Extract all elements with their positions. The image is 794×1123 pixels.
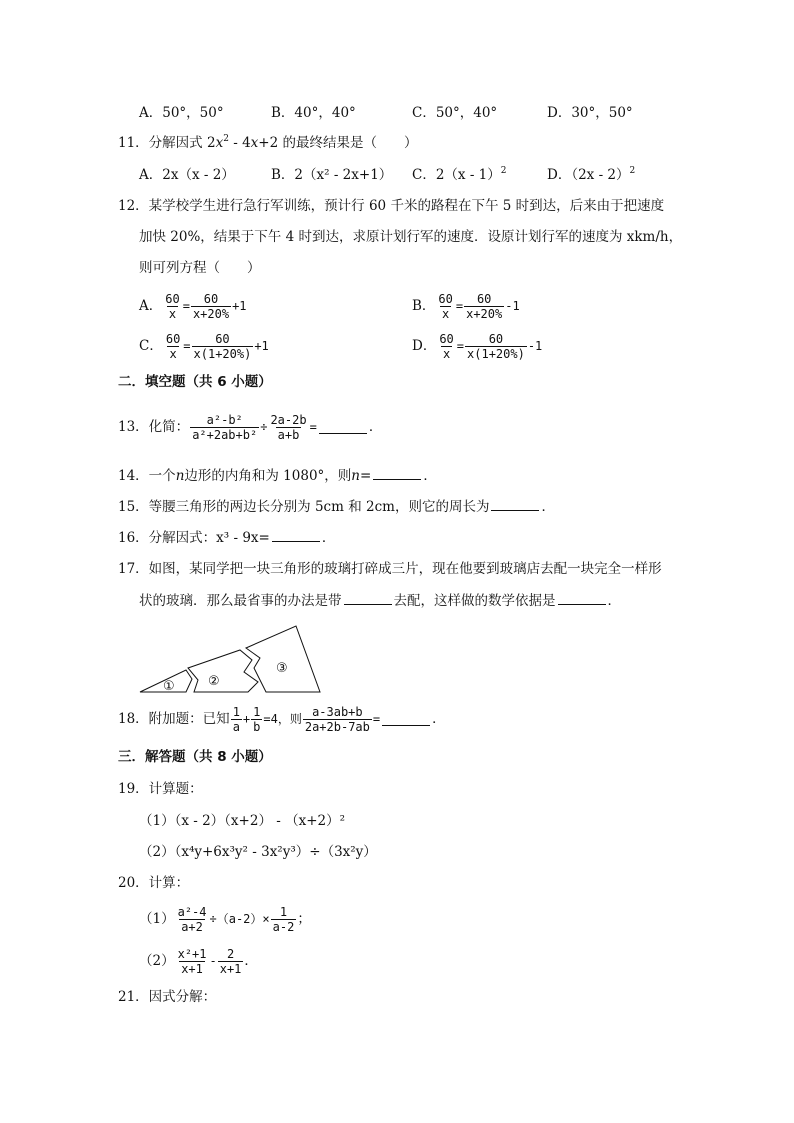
q18: 18．附加题：已知 1 a + $\frac{1}{b}$ =4，则 $\frac{a-3ab+b}{2a+2b-7ab}$ = ． (118, 704, 446, 734)
q12-line1: 12．某学校学生进行急行军训练，预计行 60 千米的路程在下午 5 时到达，后来由于把速度 (118, 198, 665, 214)
answer-blank[interactable] (319, 421, 367, 434)
q12-line2: 加快 20%，结果于下午 4 时到达，求原计划行军的速度．设原计划行军的速度为 xkm/h， (139, 229, 683, 245)
q15: 15．等腰三角形的两边长分别为 5cm 和 2cm，则它的周长为 ． (118, 499, 555, 515)
q10-option-a: A．50°，50° (139, 105, 224, 121)
q19-part2: （2）（x⁴y+6x³y² - 3x²y³）÷（3x²y） (139, 844, 377, 860)
q12-line3: 则可列方程（ ） (139, 260, 261, 276)
q14: 14．一个n边形的内角和为 1080°，则n= ． (118, 468, 437, 484)
q21-title: 21．因式分解： (118, 989, 217, 1005)
q12-option-b: B． $\frac{60}{x}$ = $\frac{60}{x+20\%}$ -1 (412, 291, 520, 321)
answer-blank[interactable] (344, 592, 392, 605)
piece-label-3: ③ (276, 661, 288, 676)
piece-label-1: ① (163, 679, 175, 694)
q11-stem: 11．分解因式 $2x^2 - 4x+2$ 的最终结果是（ ） (118, 134, 418, 151)
q13: 13．化简： $\frac{\text{a²-b²}}{\text{a²+2ab+b²}}$ ÷ $\frac{2a-2b}{a+b}$ = ． (118, 412, 383, 442)
q16: 16．分解因式：x³ - 9x= ． (118, 530, 336, 546)
piece-label-2: ② (208, 674, 220, 689)
answer-blank[interactable] (272, 529, 320, 542)
q20-title: 20．计算： (118, 875, 190, 891)
broken-glass-figure (136, 622, 326, 696)
glass-piece-2 (188, 650, 258, 692)
answer-blank[interactable] (491, 498, 539, 511)
q17-line1: 17．如图，某同学把一块三角形的玻璃打碎成三片，现在他要到玻璃店去配一块完全一样形 (118, 561, 662, 577)
section-3-heading: 三．解答题（共 8 小题） (118, 749, 272, 765)
q17-line2: 状的玻璃．那么最省事的办法是带 去配，这样做的数学依据是 ． (139, 593, 621, 609)
answer-blank[interactable] (558, 592, 606, 605)
glass-piece-3 (246, 626, 320, 692)
answer-blank[interactable] (373, 467, 421, 480)
q19-part1: （1）（x - 2）（x+2） - （x+2）² (139, 813, 346, 829)
q11-option-a: A．2x（x - 2） (139, 167, 235, 183)
q19-title: 19．计算题： (118, 781, 203, 797)
q11-option-c: C．2（x - 1）$^2$ (412, 166, 507, 183)
q12-option-c: C． $\frac{60}{x}$ = $\frac{60}{x(1+20\%)}$ +1 (139, 331, 269, 361)
q10-option-b: B．40°，40° (271, 105, 356, 121)
q10-option-c: C．50°，40° (412, 105, 498, 121)
q11-option-b: B．2（x² - 2x+1） (271, 167, 393, 183)
q12-option-a: A． $\frac{60}{x}$ = $\frac{60}{x+20\%}$ +1 (139, 291, 247, 321)
q20-part1: （1） $\frac{\text{a²-4}}{a+2}$ ÷（a-2）× $\frac{1}{a-2}$ ； (139, 904, 311, 934)
q12-option-d: D． $\frac{60}{x}$ = $\frac{60}{x(1+20\%)}$ -1 (412, 331, 543, 361)
q10-option-d: D．30°，50° (547, 105, 633, 121)
q11-option-d: D．（2x - 2）$^2$ (547, 166, 636, 183)
answer-blank[interactable] (382, 713, 430, 726)
q20-part2: （2） x²+1 x+1 - 2 x+1 ． (139, 946, 258, 976)
section-2-heading: 二．填空题（共 6 小题） (118, 374, 272, 390)
